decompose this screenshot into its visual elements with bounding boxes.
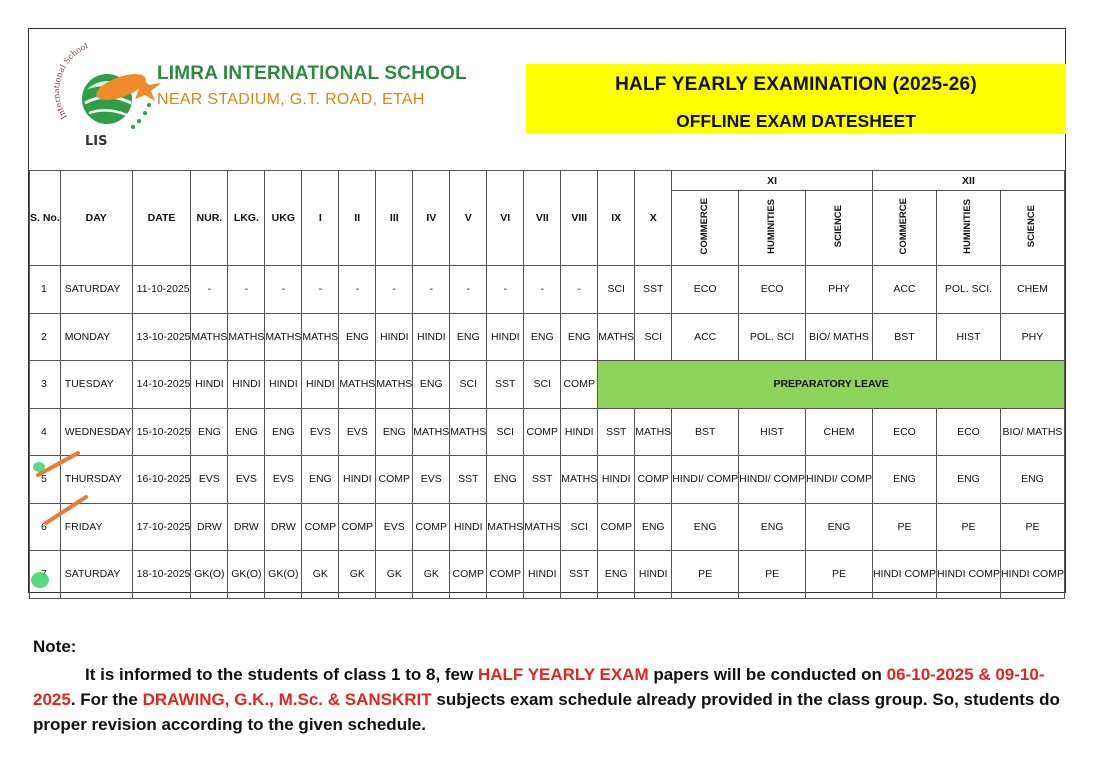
logo-text: LIS xyxy=(85,134,108,149)
table-cell: 3 xyxy=(30,361,61,409)
table-cell: ENG xyxy=(672,503,739,551)
table-cell: MATHS xyxy=(413,408,450,456)
table-cell: ENG xyxy=(936,456,1000,504)
table-cell: PE xyxy=(936,503,1000,551)
table-cell: COMP xyxy=(413,503,450,551)
table-cell: ACC xyxy=(872,266,936,314)
table-cell: ENG xyxy=(228,408,265,456)
header-class-ix: IX xyxy=(598,171,635,266)
table-cell: ENG xyxy=(191,408,228,456)
table-cell: HINDI xyxy=(265,361,302,409)
header-date: DATE xyxy=(132,171,191,266)
header-sno: S. No. xyxy=(30,171,61,266)
header-class-iii: III xyxy=(376,171,413,266)
school-logo-icon xyxy=(49,43,169,153)
table-cell: ENG xyxy=(1000,456,1064,504)
table-cell: ENG xyxy=(302,456,339,504)
table-cell: MATHS xyxy=(302,313,339,361)
header-xii-science: SCIENCE xyxy=(1000,191,1064,266)
table-cell: MATHS xyxy=(487,503,524,551)
table-cell: 11-10-2025 xyxy=(132,266,191,314)
header-group-xi: XI xyxy=(672,171,873,191)
table-cell: GK(O) xyxy=(265,551,302,599)
table-cell: PE xyxy=(672,551,739,599)
table-cell: ENG xyxy=(806,503,873,551)
table-cell: EVS xyxy=(413,456,450,504)
table-cell: ENG xyxy=(561,313,598,361)
table-cell: ENG xyxy=(339,313,376,361)
table-cell: CHEM xyxy=(1000,266,1064,314)
table-cell: GK xyxy=(376,551,413,599)
table-cell: PHY xyxy=(806,266,873,314)
table-cell: HINDI xyxy=(302,361,339,409)
logo-ring-text: International School xyxy=(52,43,90,121)
table-cell: HINDI xyxy=(524,551,561,599)
table-cell: - xyxy=(339,266,376,314)
header-xii-commerce: COMMERCE xyxy=(872,191,936,266)
table-cell: SST xyxy=(635,266,672,314)
school-name: LIMRA INTERNATIONAL SCHOOL xyxy=(157,63,467,84)
table-cell: DRW xyxy=(265,503,302,551)
table-cell: - xyxy=(265,266,302,314)
table-cell: ENG xyxy=(413,361,450,409)
table-cell: COMP xyxy=(302,503,339,551)
table-cell: COMP xyxy=(524,408,561,456)
table-cell: TUESDAY xyxy=(60,361,132,409)
table-cell: HINDI xyxy=(635,551,672,599)
table-cell: ECO xyxy=(872,408,936,456)
table-cell: HINDI/ COMP xyxy=(806,456,873,504)
table-row xyxy=(30,313,1065,361)
table-cell: GK xyxy=(339,551,376,599)
table-cell: HIST xyxy=(936,313,1000,361)
table-cell: DRW xyxy=(228,503,265,551)
table-cell: HINDI xyxy=(191,361,228,409)
header-ukg: UKG xyxy=(265,171,302,266)
table-cell: MATHS xyxy=(598,313,635,361)
table-cell: MATHS xyxy=(524,503,561,551)
datesheet xyxy=(28,28,1066,593)
table-cell: SST xyxy=(598,408,635,456)
table-cell: - xyxy=(302,266,339,314)
table-cell: SCI xyxy=(561,503,598,551)
datesheet-table xyxy=(29,170,1065,599)
note-text: It is informed to the students of class 1 to 8, few HALF YEARLY EXAM papers will be conducted on 06-10-2025 & 09-10-2025. For the DRAWING, G.K., M.Sc. & SANSKRIT subjects exam schedule already provided in the class group. So, students do proper revision according to the given schedule. xyxy=(33,665,1060,734)
table-cell: PE xyxy=(806,551,873,599)
table-cell: WEDNESDAY xyxy=(60,408,132,456)
table-cell: EVS xyxy=(191,456,228,504)
note-label: Note: xyxy=(33,637,77,656)
preparatory-leave: PREPARATORY LEAVE xyxy=(598,361,1065,409)
school-address: NEAR STADIUM, G.T. ROAD, ETAH xyxy=(157,91,425,108)
table-cell: - xyxy=(487,266,524,314)
table-cell: GK(O) xyxy=(191,551,228,599)
table-cell: FRIDAY xyxy=(60,503,132,551)
table-cell: COMP xyxy=(376,456,413,504)
exam-title-box xyxy=(526,64,1066,134)
table-cell: COMP xyxy=(635,456,672,504)
table-cell: COMP xyxy=(339,503,376,551)
header-xi-science: SCIENCE xyxy=(806,191,873,266)
table-cell: MONDAY xyxy=(60,313,132,361)
table-cell: HINDI xyxy=(339,456,376,504)
table-cell: COMP xyxy=(487,551,524,599)
header-class-vii: VII xyxy=(524,171,561,266)
table-cell: - xyxy=(228,266,265,314)
table-cell: ENG xyxy=(872,456,936,504)
table-cell: COMP xyxy=(598,503,635,551)
exam-title: HALF YEARLY EXAMINATION (2025-26) xyxy=(615,74,977,95)
table-row xyxy=(30,456,1065,504)
table-cell: BST xyxy=(872,313,936,361)
table-row xyxy=(30,551,1065,599)
table-cell: - xyxy=(376,266,413,314)
table-cell: - xyxy=(524,266,561,314)
header-class-v: V xyxy=(450,171,487,266)
sheet-header xyxy=(29,29,1064,171)
highlighter-mark xyxy=(30,445,90,595)
table-cell: ENG xyxy=(635,503,672,551)
table-cell: BIO/ MATHS xyxy=(806,313,873,361)
table-cell: ENG xyxy=(598,551,635,599)
table-cell: HINDI xyxy=(598,456,635,504)
header-xi-commerce: COMMERCE xyxy=(672,191,739,266)
table-row xyxy=(30,266,1065,314)
header-class-vi: VI xyxy=(487,171,524,266)
table-cell: GK xyxy=(302,551,339,599)
table-cell: MATHS xyxy=(191,313,228,361)
table-cell: EVS xyxy=(376,503,413,551)
table-cell: BIO/ MATHS xyxy=(1000,408,1064,456)
header-lkg: LKG. xyxy=(228,171,265,266)
table-cell: 17-10-2025 xyxy=(132,503,191,551)
table-cell: MATHS xyxy=(228,313,265,361)
table-cell: ACC xyxy=(672,313,739,361)
table-cell: BST xyxy=(672,408,739,456)
table-cell: HINDI xyxy=(450,503,487,551)
table-cell: HINDI xyxy=(561,408,598,456)
header-class-ii: II xyxy=(339,171,376,266)
table-cell: SST xyxy=(450,456,487,504)
header-class-i: I xyxy=(302,171,339,266)
table-cell: EVS xyxy=(339,408,376,456)
table-cell: SCI xyxy=(524,361,561,409)
table-cell: 1 xyxy=(30,266,61,314)
table-cell: MATHS xyxy=(376,361,413,409)
header-xi-huminities: HUMINITIES xyxy=(739,191,806,266)
table-cell: POL. SCI xyxy=(739,313,806,361)
table-cell: HINDI xyxy=(228,361,265,409)
table-cell: 13-10-2025 xyxy=(132,313,191,361)
table-cell: MATHS xyxy=(265,313,302,361)
table-cell: MATHS xyxy=(339,361,376,409)
table-cell: EVS xyxy=(302,408,339,456)
table-cell: 5 xyxy=(30,456,61,504)
table-cell: MATHS xyxy=(561,456,598,504)
table-cell: GK xyxy=(413,551,450,599)
table-cell: SST xyxy=(487,361,524,409)
table-cell: HINDI/ COMP xyxy=(672,456,739,504)
header-class-viii: VIII xyxy=(561,171,598,266)
table-cell: MATHS xyxy=(635,408,672,456)
table-cell: SCI xyxy=(487,408,524,456)
table-cell: 18-10-2025 xyxy=(132,551,191,599)
table-cell: SCI xyxy=(450,361,487,409)
table-cell: PE xyxy=(1000,503,1064,551)
table-cell: HINDI COMP xyxy=(1000,551,1064,599)
table-cell: - xyxy=(450,266,487,314)
table-cell: THURSDAY xyxy=(60,456,132,504)
table-cell: SATURDAY xyxy=(60,266,132,314)
table-cell: PHY xyxy=(1000,313,1064,361)
table-cell: CHEM xyxy=(806,408,873,456)
table-row xyxy=(30,361,1065,409)
table-row xyxy=(30,408,1065,456)
table-cell: HINDI/ COMP xyxy=(739,456,806,504)
table-cell: DRW xyxy=(191,503,228,551)
table-cell: 15-10-2025 xyxy=(132,408,191,456)
exam-subtitle: OFFLINE EXAM DATESHEET xyxy=(676,111,916,131)
table-cell: HINDI xyxy=(487,313,524,361)
table-cell: 14-10-2025 xyxy=(132,361,191,409)
table-cell: ENG xyxy=(487,456,524,504)
table-cell: HINDI COMP xyxy=(872,551,936,599)
table-cell: SATURDAY xyxy=(60,551,132,599)
table-row xyxy=(30,503,1065,551)
table-cell: SCI xyxy=(598,266,635,314)
header-group-xii: XII xyxy=(872,171,1064,191)
table-cell: ECO xyxy=(739,266,806,314)
table-cell: - xyxy=(191,266,228,314)
table-cell: ECO xyxy=(936,408,1000,456)
table-cell: ENG xyxy=(739,503,806,551)
table-cell: COMP xyxy=(450,551,487,599)
header-xii-huminities: HUMINITIES xyxy=(936,191,1000,266)
table-cell: 16-10-2025 xyxy=(132,456,191,504)
svg-text:International School xyxy=(52,43,89,121)
table-cell: EVS xyxy=(228,456,265,504)
table-cell: - xyxy=(413,266,450,314)
table-cell: 6 xyxy=(30,503,61,551)
table-cell: PE xyxy=(739,551,806,599)
table-cell: POL. SCI. xyxy=(936,266,1000,314)
table-cell: GK(O) xyxy=(228,551,265,599)
header-day: DAY xyxy=(60,171,132,266)
table-cell: PE xyxy=(872,503,936,551)
table-cell: EVS xyxy=(265,456,302,504)
table-cell: SCI xyxy=(635,313,672,361)
table-cell: ECO xyxy=(672,266,739,314)
table-cell: COMP xyxy=(561,361,598,409)
table-cell: HINDI COMP xyxy=(936,551,1000,599)
table-cell: HINDI xyxy=(376,313,413,361)
table-cell: 2 xyxy=(30,313,61,361)
table-cell: 4 xyxy=(30,408,61,456)
table-cell: ENG xyxy=(376,408,413,456)
table-cell: ENG xyxy=(450,313,487,361)
table-cell: ENG xyxy=(265,408,302,456)
table-cell: SST xyxy=(524,456,561,504)
table-cell: ENG xyxy=(524,313,561,361)
header-class-x: X xyxy=(635,171,672,266)
table-cell: HINDI xyxy=(413,313,450,361)
header-class-iv: IV xyxy=(413,171,450,266)
table-cell: HIST xyxy=(739,408,806,456)
table-cell: MATHS xyxy=(450,408,487,456)
table-cell: - xyxy=(561,266,598,314)
table-cell: SST xyxy=(561,551,598,599)
header-nur: NUR. xyxy=(191,171,228,266)
